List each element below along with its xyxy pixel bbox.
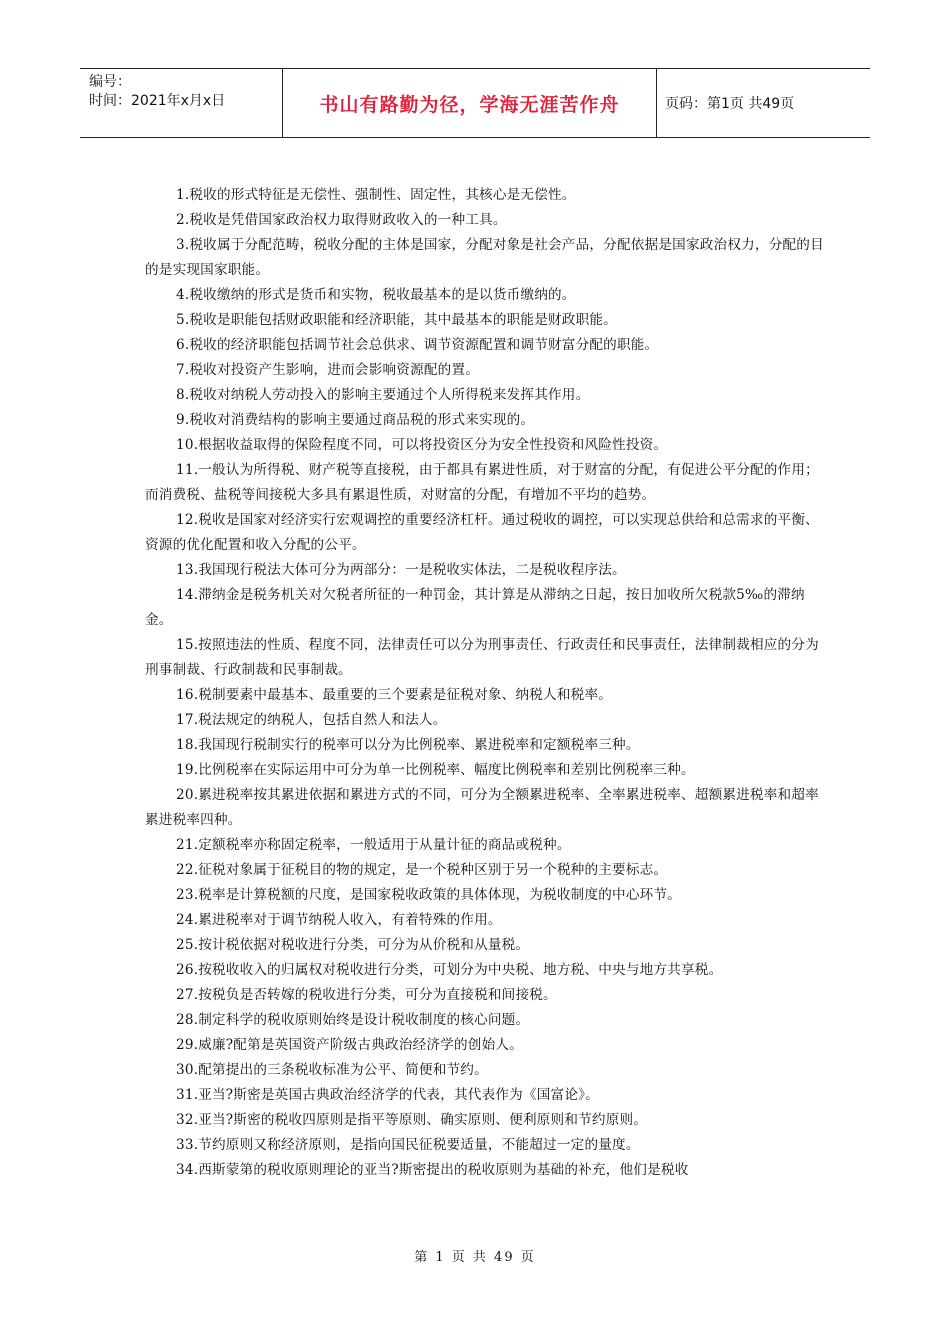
- list-item: 30.配第提出的三条税收标准为公平、简便和节约。: [176, 1062, 488, 1078]
- list-item: 1.税收的形式特征是无偿性、强制性、固定性，其核心是无偿性。: [176, 187, 576, 203]
- list-item: 4.税收缴纳的形式是货币和实物，税收最基本的是以货币缴纳的。: [176, 287, 576, 303]
- list-item: 27.按税负是否转嫁的税收进行分类，可分为直接税和间接税。: [176, 987, 557, 1003]
- document-number-label: 编号：: [89, 74, 131, 90]
- list-item: 20.累进税率按其累进依据和累进方式的不同，可分为全额累进税率、全率累进税率、超额累进税率和超率累进税率四种。: [145, 787, 819, 828]
- list-item: 17.税法规定的纳税人，包括自然人和法人。: [176, 712, 447, 728]
- list-item: 22.征税对象属于征税目的物的规定，是一个税种区别于另一个税种的主要标志。: [176, 862, 668, 878]
- list-item: 8.税收对纳税人劳动投入的影响主要通过个人所得税来发挥其作用。: [176, 387, 590, 403]
- list-item: 24.累进税率对于调节纳税人收入，有着特殊的作用。: [176, 912, 502, 928]
- list-item: 25.按计税依据对税收进行分类，可分为从价税和从量税。: [176, 937, 530, 953]
- list-item: 18.我国现行税制实行的税率可以分为比例税率、累进税率和定额税率三种。: [176, 737, 640, 753]
- page-footer: 第 1 页 共 49 页: [414, 1250, 536, 1265]
- list-item: 3.税收属于分配范畴，税收分配的主体是国家，分配对象是社会产品，分配依据是国家政治权力，分配的目的是实现国家职能。: [145, 237, 824, 278]
- header-meta: [80, 69, 283, 137]
- list-item: 16.税制要素中最基本、最重要的三个要素是征税对象、纳税人和税率。: [176, 687, 613, 703]
- list-item: 9.税收对消费结构的影响主要通过商品税的形式来实现的。: [176, 412, 535, 428]
- document-date: 时间：2021年x月x日: [89, 93, 226, 109]
- list-item: 11.一般认为所得税、财产税等直接税，由于都具有累进性质，对于财富的分配，有促进公平分配的作用；而消费税、盐税等间接税大多具有累退性质，对财富的分配，有增加不平均的趋势。: [145, 462, 819, 503]
- list-item: 28.制定科学的税收原则始终是设计税收制度的核心问题。: [176, 1012, 530, 1028]
- list-item: 33.节约原则又称经济原则，是指向国民征税要适量，不能超过一定的量度。: [176, 1137, 640, 1153]
- list-item: 10.根据收益取得的保险程度不同，可以将投资区分为安全性投资和风险性投资。: [176, 437, 668, 453]
- header-motto: 书山有路勤为径，学海无涯苦作舟: [319, 93, 620, 116]
- list-item: 34.西斯蒙第的税收原则理论的亚当?斯密提出的税收原则为基础的补充，他们是税收: [176, 1162, 689, 1178]
- header-motto-cell: [283, 69, 657, 137]
- list-item: 21.定额税率亦称固定税率，一般适用于从量计征的商品或税种。: [176, 837, 571, 853]
- list-item: 14.滞纳金是税务机关对欠税者所征的一种罚金，其计算是从滞纳之日起，按日加收所欠税款5‰的滞纳金。: [145, 587, 805, 628]
- list-item: 12.税收是国家对经济实行宏观调控的重要经济杠杆。通过税收的调控，可以实现总供给和总需求的平衡、资源的优化配置和收入分配的公平。: [145, 512, 819, 553]
- list-item: 32.亚当?斯密的税收四原则是指平等原则、确实原则、便利原则和节约原则。: [176, 1112, 648, 1128]
- list-item: 19.比例税率在实际运用中可分为单一比例税率、幅度比例税率和差别比例税率三种。: [176, 762, 695, 778]
- list-item: 23.税率是计算税额的尺度，是国家税收政策的具体体现，为税收制度的中心环节。: [176, 887, 681, 903]
- header-page-info: 页码：第1页 共49页: [665, 96, 795, 112]
- page-header: [80, 68, 870, 138]
- document-body: [145, 183, 825, 1183]
- list-item: 26.按税收收入的归属权对税收进行分类，可划分为中央税、地方税、中央与地方共享税。: [176, 962, 723, 978]
- list-item: 2.税收是凭借国家政治权力取得财政收入的一种工具。: [176, 212, 507, 228]
- list-item: 31.亚当?斯密是英国古典政治经济学的代表，其代表作为《国富论》。: [176, 1087, 599, 1103]
- list-item: 7.税收对投资产生影响，进而会影响资源配的置。: [176, 362, 480, 378]
- list-item: 15.按照违法的性质、程度不同，法律责任可以分为刑事责任、行政责任和民事责任，法律制裁相应的分为刑事制裁、行政制裁和民事制裁。: [145, 637, 819, 678]
- list-item: 29.威廉?配第是英国资产阶级古典政治经济学的创始人。: [176, 1037, 523, 1053]
- list-item: 13.我国现行税法大体可分为两部分：一是税收实体法，二是税收程序法。: [176, 562, 626, 578]
- list-item: 6.税收的经济职能包括调节社会总供求、调节资源配置和调节财富分配的职能。: [176, 337, 659, 353]
- list-item: 5.税收是职能包括财政职能和经济职能，其中最基本的职能是财政职能。: [176, 312, 617, 328]
